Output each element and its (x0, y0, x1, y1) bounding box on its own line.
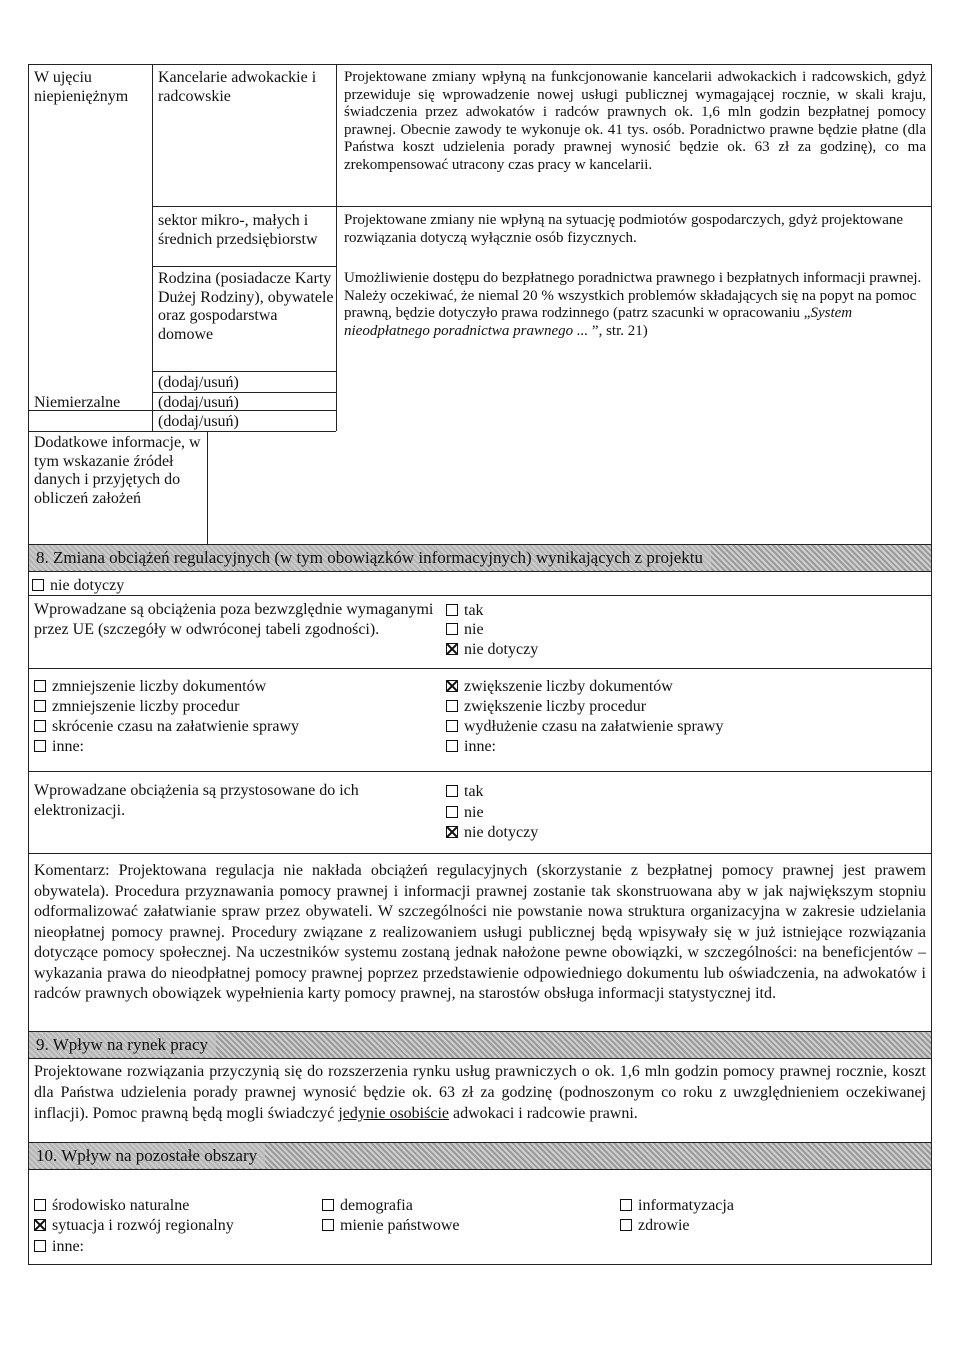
checkbox-checked[interactable] (446, 643, 458, 655)
row-divider-2a (152, 266, 336, 267)
extra-info-label: Dodatkowe informacje, w tym wskazanie źródeł danych i przyjętych do obliczeń założeń (34, 434, 201, 507)
s8-divider-2 (28, 668, 932, 669)
checkbox[interactable] (446, 623, 458, 635)
checkbox[interactable] (32, 579, 44, 591)
right-option-1[interactable]: zwiększenie liczby dokumentów (446, 677, 673, 697)
row2-description: Projektowane zmiany nie wpłyną na sytuację podmiotów gospodarczych, gdyż projektowane rozwiązania dotyczą wyłącznie osób fizycznych. (344, 212, 904, 246)
lower-bottom-border (28, 1264, 932, 1265)
area-option-sytuacja[interactable]: sytuacja i rozwój regionalny (34, 1216, 234, 1236)
area-option-informatyzacja[interactable]: informatyzacja (620, 1196, 734, 1216)
row3-group: Rodzina (posiadacze Karty Dużej Rodziny), obywatele oraz gospodarstwa domowe (158, 270, 334, 343)
checkbox-checked[interactable] (34, 1219, 46, 1231)
table-top-border (28, 64, 932, 65)
row-divider-1 (152, 206, 931, 207)
checkbox[interactable] (620, 1219, 632, 1231)
section-10-header: 10. Wpływ na pozostałe obszary (28, 1142, 932, 1170)
table-col1-divider (152, 64, 153, 431)
add-remove-link-2[interactable]: (dodaj/usuń) (158, 394, 239, 411)
checkbox[interactable] (322, 1199, 334, 1211)
checkbox[interactable] (34, 1240, 46, 1252)
section-9-text: Projektowane rozwiązania przyczynią się do rozszerzenia rynku usług prawniczych o ok. 1,6 mln godzin pomocy prawnej rocznie, koszt dla Państwa udzielenia porady prawnej wynosić będzie ok. 63 zł za godzinę (podnoszonym co roku z uwzględnieniem oczekiwanej inflacji). Pomoc prawną będą mogli świadczyć jedynie osobiście adwokaci i radcowie prawni. (34, 1063, 926, 1122)
area-option-zdrowie[interactable]: zdrowie (620, 1216, 690, 1236)
q2-option-nie-dotyczy[interactable]: nie dotyczy (446, 823, 538, 843)
checkbox[interactable] (34, 680, 46, 692)
section-8-comment: Komentarz: Projektowana regulacja nie nakłada obciążeń regulacyjnych (skorzystanie z bezpłatnej pomocy prawnej jest prawem obywatela). Procedura przyznawania pomocy prawnej i informacji prawnej zostanie tak skonstruowana aby w jak największym stopniu odformalizować załatwianie spraw przez obywateli. W szczególności nie powstanie nowa struktura organizacyjna w zakresie udzielania nieopłatnej pomocy prawnej. Procedury związane z realizowaniem usługi publicznej będą wpisywały się w już istniejące rozwiązania dotyczące pomocy społecznej. Na uczestników systemu zostaną jednak nałożone pewne obowiązki, w szczególności: na beneficjentów – wykazania prawa do nieodpłatnej pomocy prawnej poprzez przedstawienie odpowiedniego dokumentu lub oświadczenia, na adwokatów i radców prawnych obowiązek wypełnienia karty pomocy prawnej, na starostów obsługa informacji statystycznej itd. (34, 862, 926, 1002)
checkbox[interactable] (620, 1199, 632, 1211)
q1-option-tak[interactable]: tak (446, 601, 484, 621)
checkbox[interactable] (446, 740, 458, 752)
checkbox[interactable] (446, 604, 458, 616)
q1-option-nie-dotyczy[interactable]: nie dotyczy (446, 640, 538, 660)
left-option-2[interactable]: zmniejszenie liczby procedur (34, 697, 239, 717)
checkbox[interactable] (322, 1219, 334, 1231)
q1-option-nie[interactable]: nie (446, 620, 484, 640)
s8-divider-3 (28, 771, 932, 772)
s8-divider-1 (28, 595, 932, 596)
area-option-inne[interactable]: inne: (34, 1237, 84, 1257)
table-col2-divider (336, 64, 337, 431)
checkbox[interactable] (34, 740, 46, 752)
checkbox[interactable] (446, 700, 458, 712)
checkbox[interactable] (34, 720, 46, 732)
add-remove-link-1[interactable]: (dodaj/usuń) (158, 374, 239, 391)
row1-description: Projektowane zmiany wpłyną na funkcjonowanie kancelarii adwokackich i radcowskich, gdyż przewiduje się wprowadzenie nowej usługi publicznej wymagającej rocznie, w skali kraju, świadczenia przez adwokatów i radców prawnych ok. 1,6 mln godzin bezpłatnej pomocy prawnej. Obecnie zawody te wykonuje ok. 41 tys. osób. Poradnictwo prawne będzie płatne (dla Państwa koszt udzielenia porady prawnej wynosić będzie ok. 63 zł za godzinę), co ma zrekompensować utracony czas pracy w kancelarii. (344, 69, 926, 173)
section-9-header: 9. Wpływ na rynek pracy (28, 1031, 932, 1059)
row2-group: sektor mikro-, małych i średnich przedsiębiorstw (158, 212, 318, 248)
right-option-3[interactable]: wydłużenie czasu na załatwienie sprawy (446, 717, 723, 737)
left-option-1[interactable]: zmniejszenie liczby dokumentów (34, 677, 266, 697)
checkbox-checked[interactable] (446, 680, 458, 692)
nie-dotyczy-option[interactable]: nie dotyczy (32, 576, 124, 596)
checkbox[interactable] (34, 700, 46, 712)
lower-left-border (28, 544, 29, 1264)
section-8-header: 8. Zmiana obciążeń regulacyjnych (w tym obowiązków informacyjnych) wynikających z projektu (28, 544, 932, 572)
row1-label: W ujęciu niepieniężnym (34, 69, 129, 105)
area-option-srodowisko[interactable]: środowisko naturalne (34, 1196, 189, 1216)
area-option-mienie[interactable]: mienie państwowe (322, 1216, 460, 1236)
checkbox[interactable] (446, 785, 458, 797)
right-option-2[interactable]: zwiększenie liczby procedur (446, 697, 646, 717)
row3-description: Umożliwienie dostępu do bezpłatnego poradnictwa prawnego i bezpłatnych informacji prawnej. Należy oczekiwać, że niemal 20 % wszystkich problemów składających się na popyt na pomoc prawną, będzie dotyczyło prawa rodzinnego (patrz szacunki w opracowaniu „System nieodpłatnego poradnictwa prawnego ... ”, str. 21) (344, 270, 922, 339)
q2-option-tak[interactable]: tak (446, 782, 484, 802)
lower-right-border (931, 544, 932, 1264)
table-left-border (28, 64, 29, 544)
left-option-4[interactable]: inne: (34, 737, 84, 757)
table-right-border (931, 64, 932, 544)
left-option-3[interactable]: skrócenie czasu na załatwienie sprawy (34, 717, 299, 737)
s8-divider-4 (28, 853, 932, 854)
row-divider-3 (152, 371, 336, 372)
checkbox[interactable] (446, 720, 458, 732)
checkbox-checked[interactable] (446, 826, 458, 838)
q2-option-nie[interactable]: nie (446, 803, 484, 823)
extra-info-divider (207, 431, 208, 544)
add-remove-link-3[interactable]: (dodaj/usuń) (158, 413, 239, 430)
row5-label: Niemierzalne (34, 394, 121, 411)
checkbox[interactable] (34, 1199, 46, 1211)
right-option-4[interactable]: inne: (446, 737, 496, 757)
q2-text: Wprowadzane obciążenia są przystosowane do ich elektronizacji. (34, 782, 359, 819)
area-option-demografia[interactable]: demografia (322, 1196, 413, 1216)
checkbox[interactable] (446, 806, 458, 818)
q1-text: Wprowadzane są obciążenia poza bezwzględnie wymaganymi przez UE (szczegóły w odwróconej tabeli zgodności). (34, 601, 434, 638)
row1-group: Kancelarie adwokackie i radcowskie (158, 69, 317, 105)
